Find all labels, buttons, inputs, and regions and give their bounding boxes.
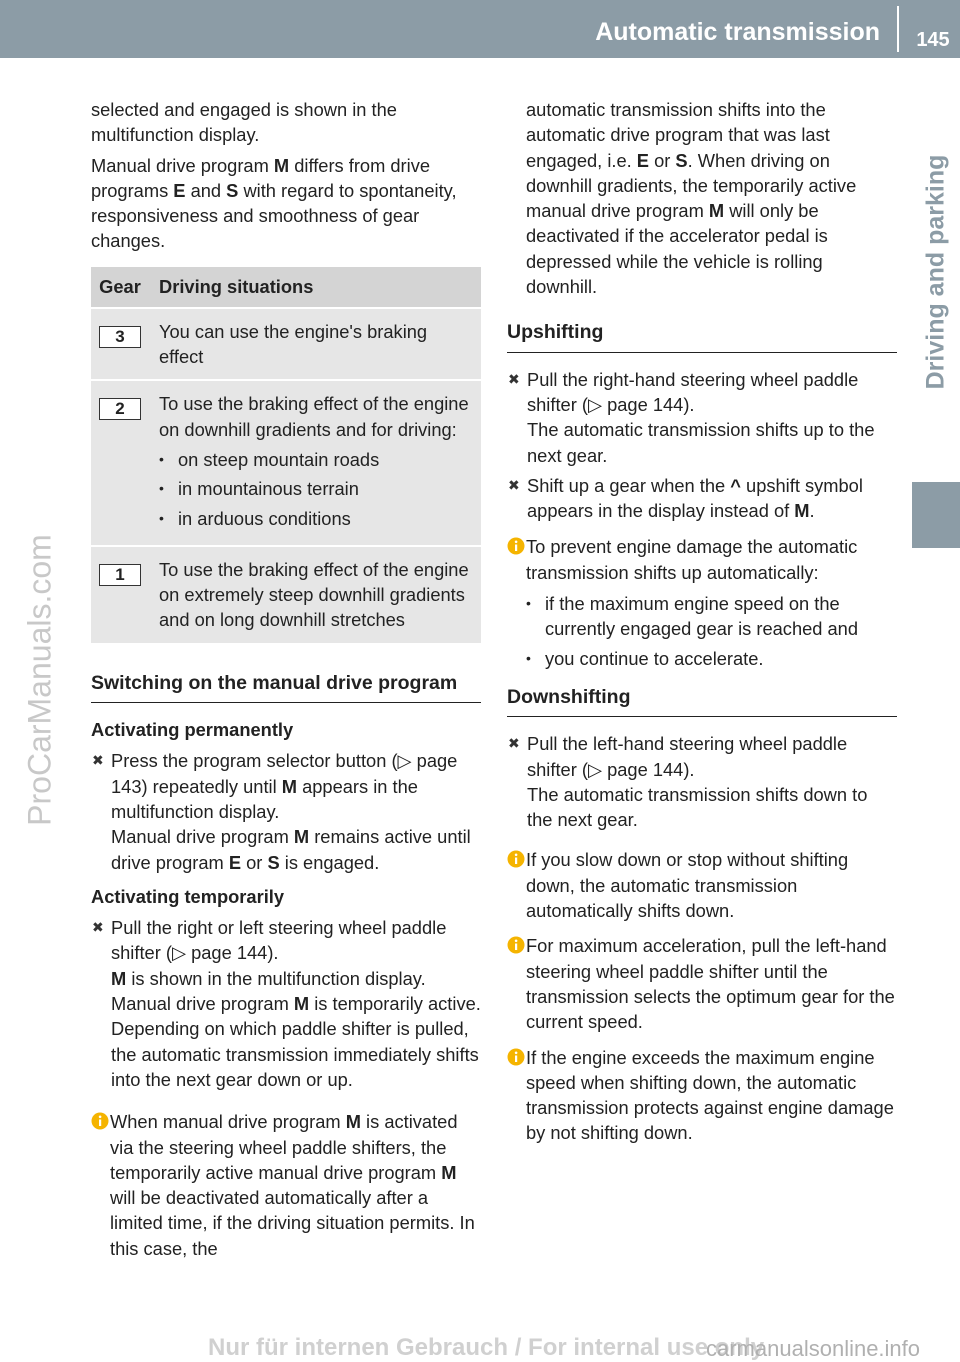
info-icon — [507, 850, 525, 868]
intro-paragraph-2: Manual drive program M differs from drive programs E and S with regard to spontaneity, responsiveness and smoothness of gear changes. — [91, 154, 457, 252]
gear-3-key: 3 — [99, 326, 141, 348]
footer-site: carmanualsonline.info — [706, 1336, 921, 1361]
continued-paragraph: automatic transmission shifts into the automatic drive program that was last engaged, i.e. E or S. When driving on downhill gradients, the temporarily active manual drive program M will only be deactivated if the accelerator pedal is depressed while the vehicle is rolling downhill. — [526, 99, 857, 298]
heading-activating-permanently: Activating permanently — [91, 719, 294, 741]
info-icon — [507, 1048, 525, 1066]
list-item: • on steep mountain roads — [159, 447, 475, 472]
gear-cell — [91, 546, 149, 643]
page-header — [0, 0, 960, 58]
table-row — [91, 380, 481, 545]
step-item: ✖ Shift up a gear when the ^ upshift symbol appears in the display instead of M. — [508, 474, 863, 522]
right-column — [507, 97, 897, 1156]
header-title: Automatic transmission — [595, 18, 880, 46]
side-tab-marker — [912, 482, 960, 548]
table-row — [91, 308, 481, 381]
list-item: • in mountainous terrain — [159, 476, 475, 501]
step-item: ✖ Press the program selector button (▷ page 143) repeatedly until M appears in the multifunction display. Manual drive program M remains active until drive program E or S is engaged. — [92, 750, 471, 873]
step-item: ✖ Pull the right-hand steering wheel paddle shifter (▷ page 144). The automatic transmission shifts up to the next gear. — [508, 368, 875, 466]
info-note: If the engine exceeds the maximum engine speed when shifting down, the automatic transmission protects against engine damage by not shifting down. — [507, 1045, 897, 1146]
side-tab-label: Driving and parking — [921, 154, 950, 390]
step-arrow-icon: ✖ — [92, 919, 104, 936]
table-header-situations: Driving situations — [149, 267, 481, 308]
list-item: • if the maximum engine speed on the currently engaged gear is reached and — [526, 591, 897, 642]
upshift-bullets — [526, 591, 897, 671]
heading-activating-temporarily: Activating temporarily — [91, 885, 285, 907]
list-item: • you continue to accelerate. — [526, 646, 897, 671]
step-item: ✖ Pull the right or left steering wheel paddle shifter (▷ page 144). M is shown in the multifunction display. Manual drive program M is temporarily active. Depending on which paddle shifter is pulled, the automatic transmission immediately shifts into the next gear down or up. — [92, 917, 481, 1090]
table-row — [91, 546, 481, 643]
gear-cell — [91, 308, 149, 381]
header-divider — [897, 6, 899, 52]
section-title-upshifting: Upshifting — [507, 320, 897, 352]
page-number: 145 — [916, 29, 950, 51]
info-icon — [507, 537, 525, 555]
gear-table — [91, 267, 481, 643]
info-icon — [507, 936, 525, 954]
list-item: • in arduous conditions — [159, 506, 475, 531]
situation-cell: You can use the engine's braking effect — [149, 308, 481, 381]
intro-paragraph-1: selected and engaged is shown in the multifunction display. — [91, 99, 397, 146]
info-note: If you slow down or stop without shifting down, the automatic transmission automatically shifts down. — [507, 847, 897, 923]
step-arrow-icon: ✖ — [92, 752, 104, 769]
gear-cell — [91, 380, 149, 545]
step-item: ✖ Pull the left-hand steering wheel paddle shifter (▷ page 144). The automatic transmission shifts down to the next gear. — [508, 733, 868, 831]
section-title-downshifting: Downshifting — [507, 685, 897, 717]
situation-cell: To use the braking effect of the engine on downhill gradients and for driving: • on steep mountain roads • in mountainous terrain • in arduous conditions — [149, 380, 481, 545]
footer-watermark: Nur für internen Gebrauch / For internal use only — [208, 1334, 765, 1361]
info-icon — [91, 1112, 109, 1130]
info-note: To prevent engine damage the automatic transmission shifts up automatically: • if the maximum engine speed on the currently engaged gear is reached and • you continue to accelerate. — [507, 534, 897, 670]
situation-bullets — [159, 447, 475, 531]
info-note: For maximum acceleration, pull the left-hand steering wheel paddle shifter until the transmission selects the optimum gear for the current speed. — [507, 933, 897, 1034]
step-arrow-icon: ✖ — [508, 370, 520, 387]
info-note: When manual drive program M is activated via the steering wheel paddle shifters, the temporarily active manual drive program M will be deactivated automatically after a limited time, if the driving situation permits. In this case, the — [91, 1109, 481, 1261]
left-column — [91, 97, 481, 1271]
gear-2-key: 2 — [99, 398, 141, 420]
step-arrow-icon: ✖ — [508, 735, 520, 752]
step-arrow-icon: ✖ — [508, 476, 520, 493]
situation-cell: To use the braking effect of the engine on extremely steep downhill gradients and on long downhill stretches — [149, 546, 481, 643]
table-header-row — [91, 267, 481, 308]
section-title-manual: Switching on the manual drive program — [91, 671, 481, 703]
gear-1-key: 1 — [99, 564, 141, 586]
watermark-left: ProCarManuals.com — [21, 534, 58, 826]
table-header-gear: Gear — [91, 267, 149, 308]
